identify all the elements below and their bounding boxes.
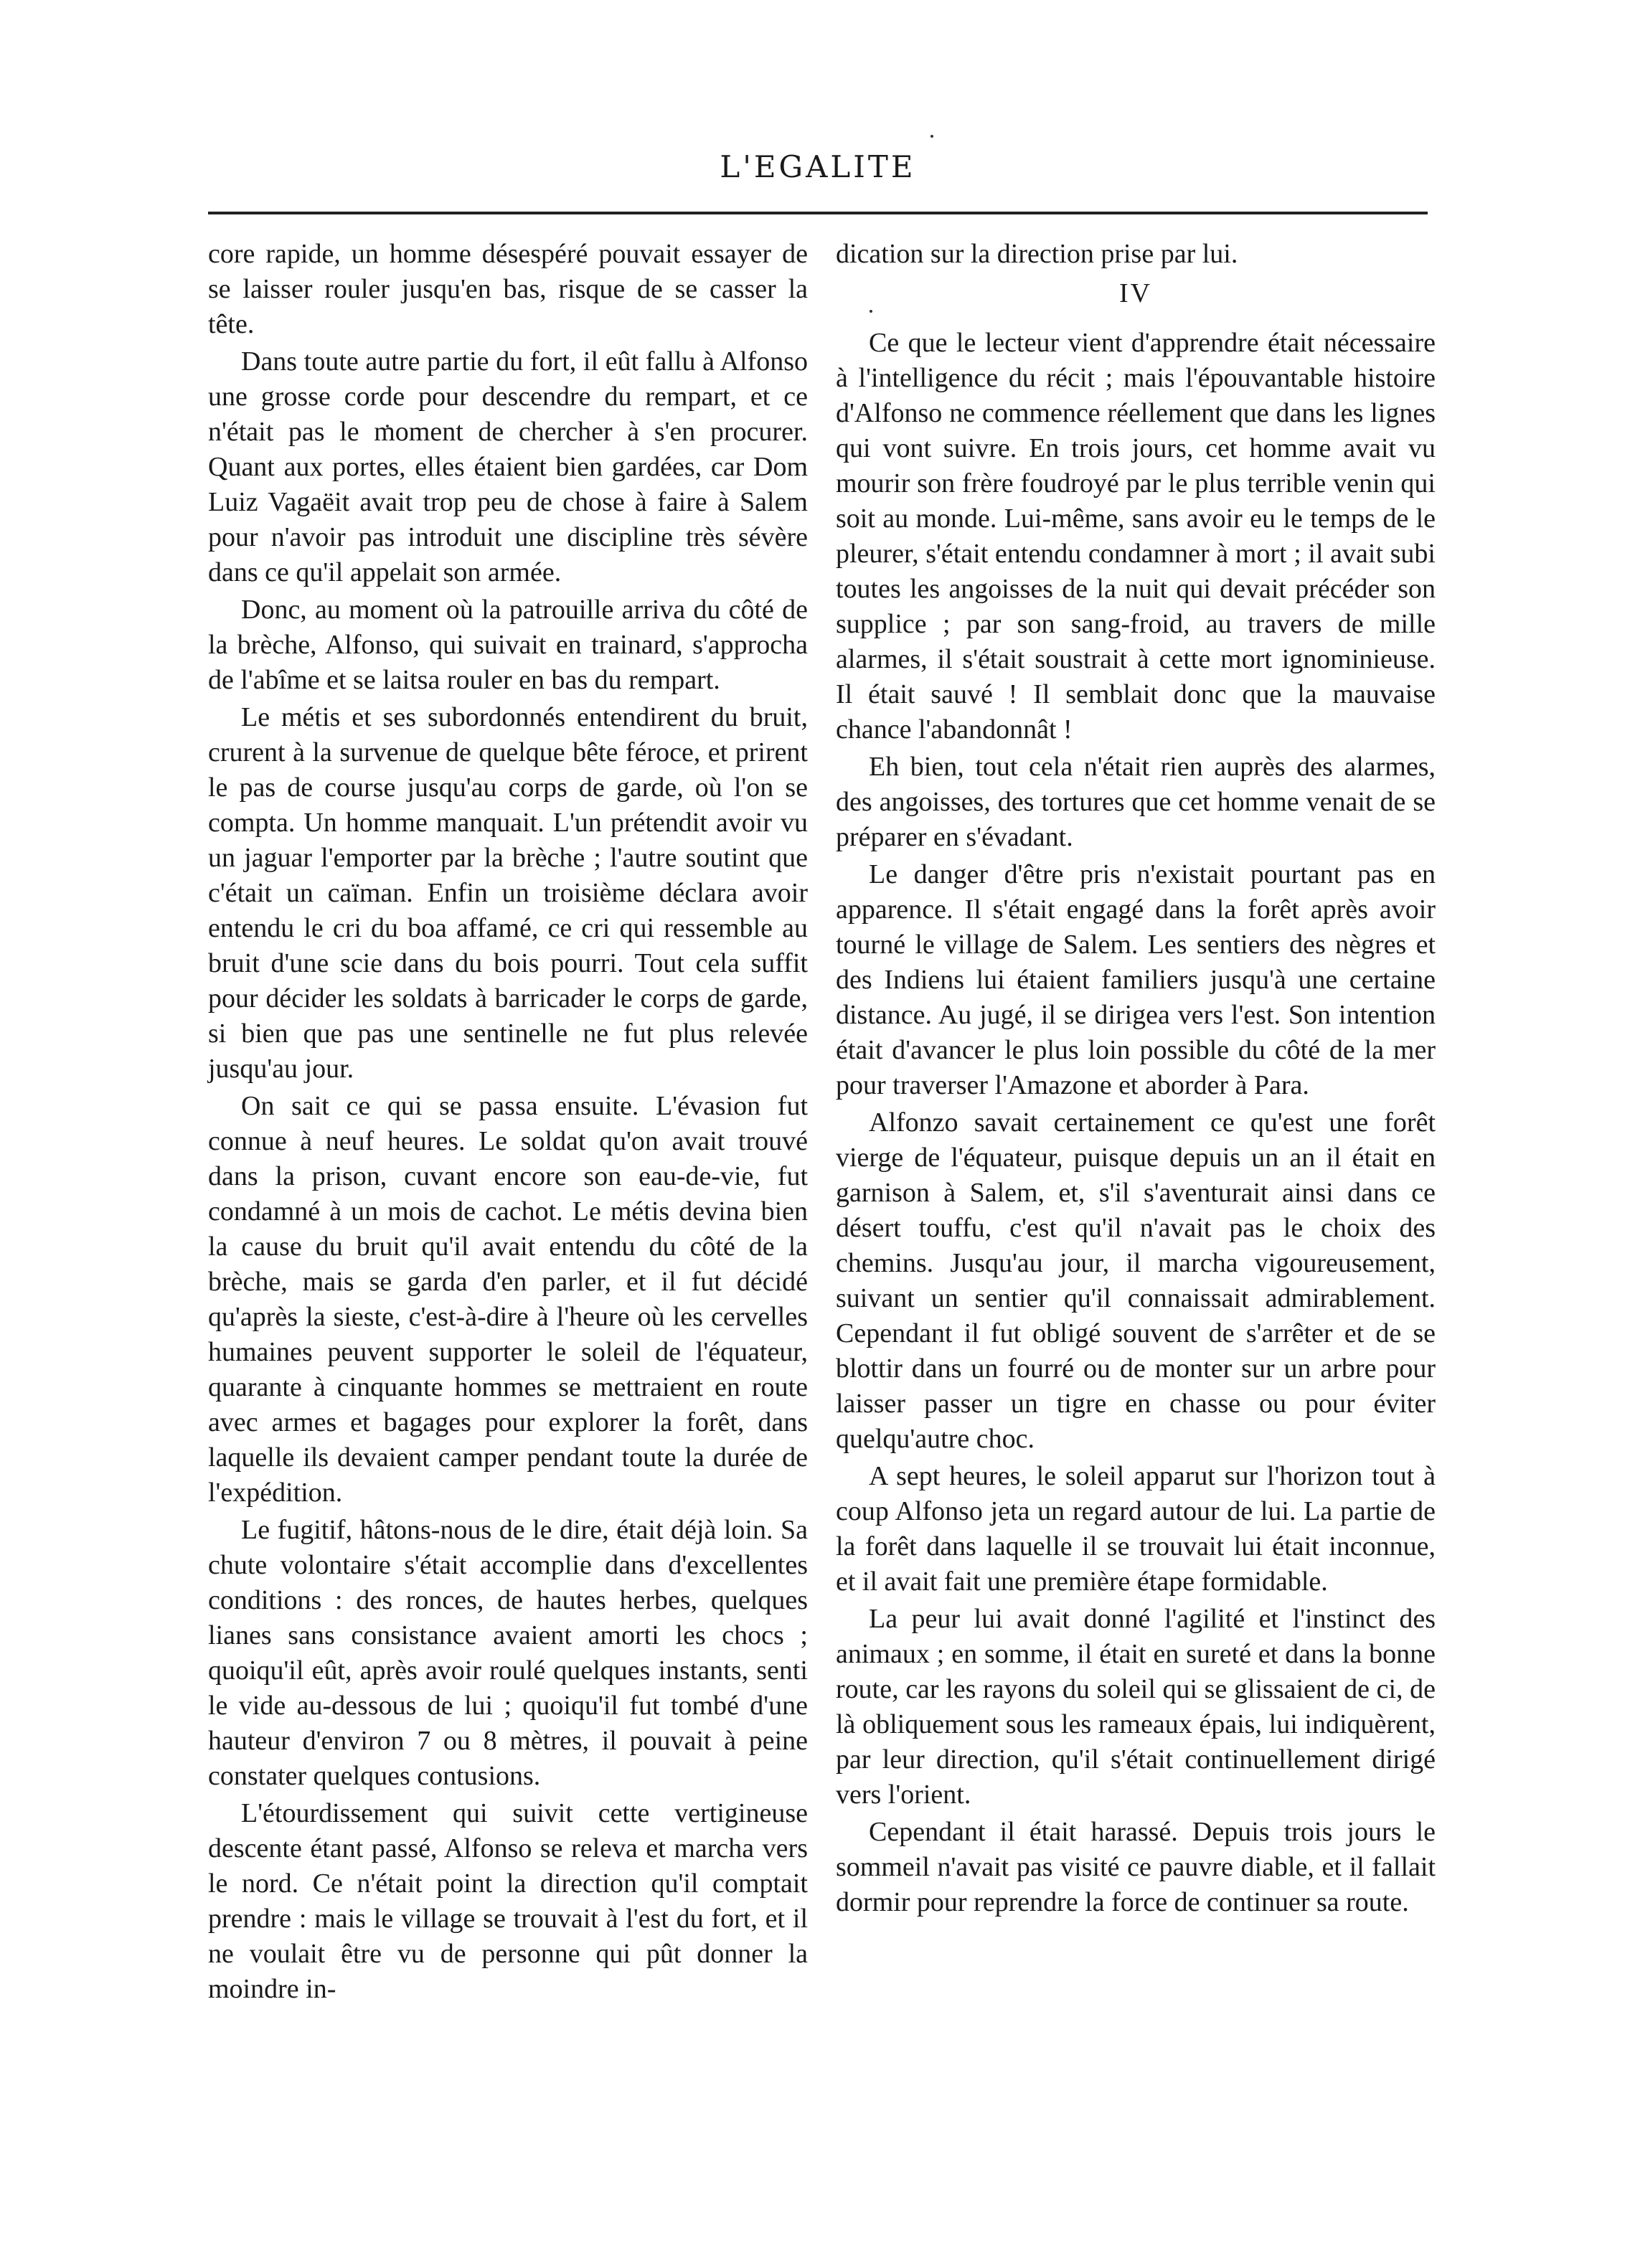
paragraph: Alfonzo savait certainement ce qu'est une forêt vierge de l'équateur, puisque depuis un an il était en garnison à Salem, et, s'il s'aventurait ainsi dans ce désert touffu, c'est qu'il n'avait pas le choix des chemins. Jusqu'au jour, il marcha vigoureusement, suivant un sentier qu'il connaissait admirablement. Cependant il fut obligé souvent de s'arrêter et de se blottir dans un fourré ou de monter sur un arbre pour laisser passer un tigre en chasse ou pour éviter quelqu'autre choc. xyxy=(836,1107,1436,1454)
header-rule xyxy=(208,212,1428,214)
page-header: L'EGALITE xyxy=(720,149,916,184)
paragraph: On sait ce qui se passa ensuite. L'évasion fut connue à neuf heures. Le soldat qu'on avait trouvé dans la prison, cuvant encore son eau-de-vie, fut condamné à un mois de cachot. Le métis devina bien la cause du bruit qu'il avait entendu du côté de la brèche, mais se garda d'en parler, et il fut décidé qu'après la sieste, c'est-à-dire à l'heure où les cervelles humaines peuvent supporter le soleil de l'équateur, quarante à cinquante hommes se mettraient en route avec armes et bagages pour explorer la forêt, dans laquelle ils devaient camper pendant toute la durée de l'expédition. xyxy=(208,1091,808,1508)
paragraph: Ce que le lecteur vient d'apprendre était nécessaire à l'intelligence du récit ; mais l'épouvantable histoire d'Alfonso ne commence réellement que dans les lignes qui vont suivre. En trois jours, cet homme avait vu mourir son frère foudroyé par le plus terrible venin qui soit au monde. Lui-même, sans avoir eu le temps de le pleurer, s'était entendu condamner à mort ; il avait subi toutes les angoisses de la nuit qui devait précéder son supplice ; par son sang-froid, au travers de mille alarmes, il s'était soustrait à cette mort ignominieuse. Il était sauvé ! Il semblait donc que la mauvaise chance l'abandonnât ! xyxy=(836,328,1436,745)
section-heading: IV xyxy=(1118,278,1153,308)
paragraph: Donc, au moment où la patrouille arriva du côté de la brèche, Alfonso, qui suivait en trainard, s'approcha de l'abîme et se laitsa rouler en bas du rempart. xyxy=(208,595,808,695)
paragraph: Eh bien, tout cela n'était rien auprès des alarmes, des angoisses, des tortures que cet homme venait de se préparer en s'évadant. xyxy=(836,752,1436,852)
page-speck xyxy=(930,135,933,138)
paragraph: core rapide, un homme désespéré pouvait essayer de se laisser rouler jusqu'en bas, risque de se casser la tête. xyxy=(208,239,808,339)
paragraph: Le fugitif, hâtons-nous de le dire, était déjà loin. Sa chute volontaire s'était accomplie dans d'excellentes conditions : des ronces, de hautes herbes, quelques lianes sans consistance avaient amorti les chocs ; quoiqu'il eût, après avoir roulé quelques instants, senti le vide au-dessous de lui ; quoiqu'il fut tombé d'une hauteur d'environ 7 ou 8 mètres, il pouvait à peine constater quelques contusions. xyxy=(208,1515,808,1791)
paragraph: dication sur la direction prise par lui. xyxy=(836,239,1238,269)
paragraph: Le métis et ses subordonnés entendirent du bruit, crurent à la survenue de quelque bête féroce, et prirent le pas de course jusqu'au corps de garde, où l'on se compta. Un homme manquait. L'un prétendit avoir vu un jaguar l'emporter par la brèche ; l'autre soutint que c'était un caïman. Enfin un troisième déclara avoir entendu le cri du boa affamé, ce cri qui ressemble au bruit d'une scie dans du bois pourri. Tout cela suffit pour décider les soldats à barricader le corps de garde, si bien que pas une sentinelle ne fut plus relevée jusqu'au jour. xyxy=(208,702,808,1084)
right-column xyxy=(836,237,1436,1922)
paragraph: Dans toute autre partie du fort, il eût fallu à Alfonso une grosse corde pour descendre du rempart, et ce n'était pas le moment de chercher à s'en procurer. Quant aux portes, elles étaient bien gardées, car Dom Luiz Vagaëit avait trop peu de chose à faire à Salem pour n'avoir pas introduit une discipline très sévère dans ce qu'il appelait son armée. xyxy=(208,346,808,587)
paragraph: L'étourdissement qui suivit cette vertigineuse descente étant passé, Alfonso se releva et marcha vers le nord. Ce n'était point la direction qu'il comptait prendre : mais le village se trouvait à l'est du fort, et il ne voulait être vu de personne qui pût donner la moindre in- xyxy=(208,1798,808,2004)
paragraph: Le danger d'être pris n'existait pourtant pas en apparence. Il s'était engagé dans la forêt après avoir tourné le village de Salem. Les sentiers des nègres et des Indiens lui étaient familiers jusqu'à une certaine distance. Au jugé, il se dirigea vers l'est. Son intention était d'avancer le plus loin possible du côté de la mer pour traverser l'Amazone et aborder à Para. xyxy=(836,859,1436,1100)
left-column xyxy=(208,237,808,2009)
paragraph: Cependant il était harassé. Depuis trois jours le sommeil n'avait pas visité ce pauvre diable, et il fallait dormir pour reprendre la force de continuer sa route. xyxy=(836,1817,1436,1917)
paragraph: A sept heures, le soleil apparut sur l'horizon tout à coup Alfonso jeta un regard autour de lui. La partie de la forêt dans laquelle il se trouvait lui était inconnue, et il avait fait une première étape formidable. xyxy=(836,1461,1436,1597)
paragraph: La peur lui avait donné l'agilité et l'instinct des animaux ; en somme, il était en sureté et dans la bonne route, car les rayons du soleil qui se glissaient de ci, de là obliquement sous les rameaux épais, lui indiquèrent, par leur direction, qu'il s'était continuellement dirigé vers l'orient. xyxy=(836,1604,1436,1810)
